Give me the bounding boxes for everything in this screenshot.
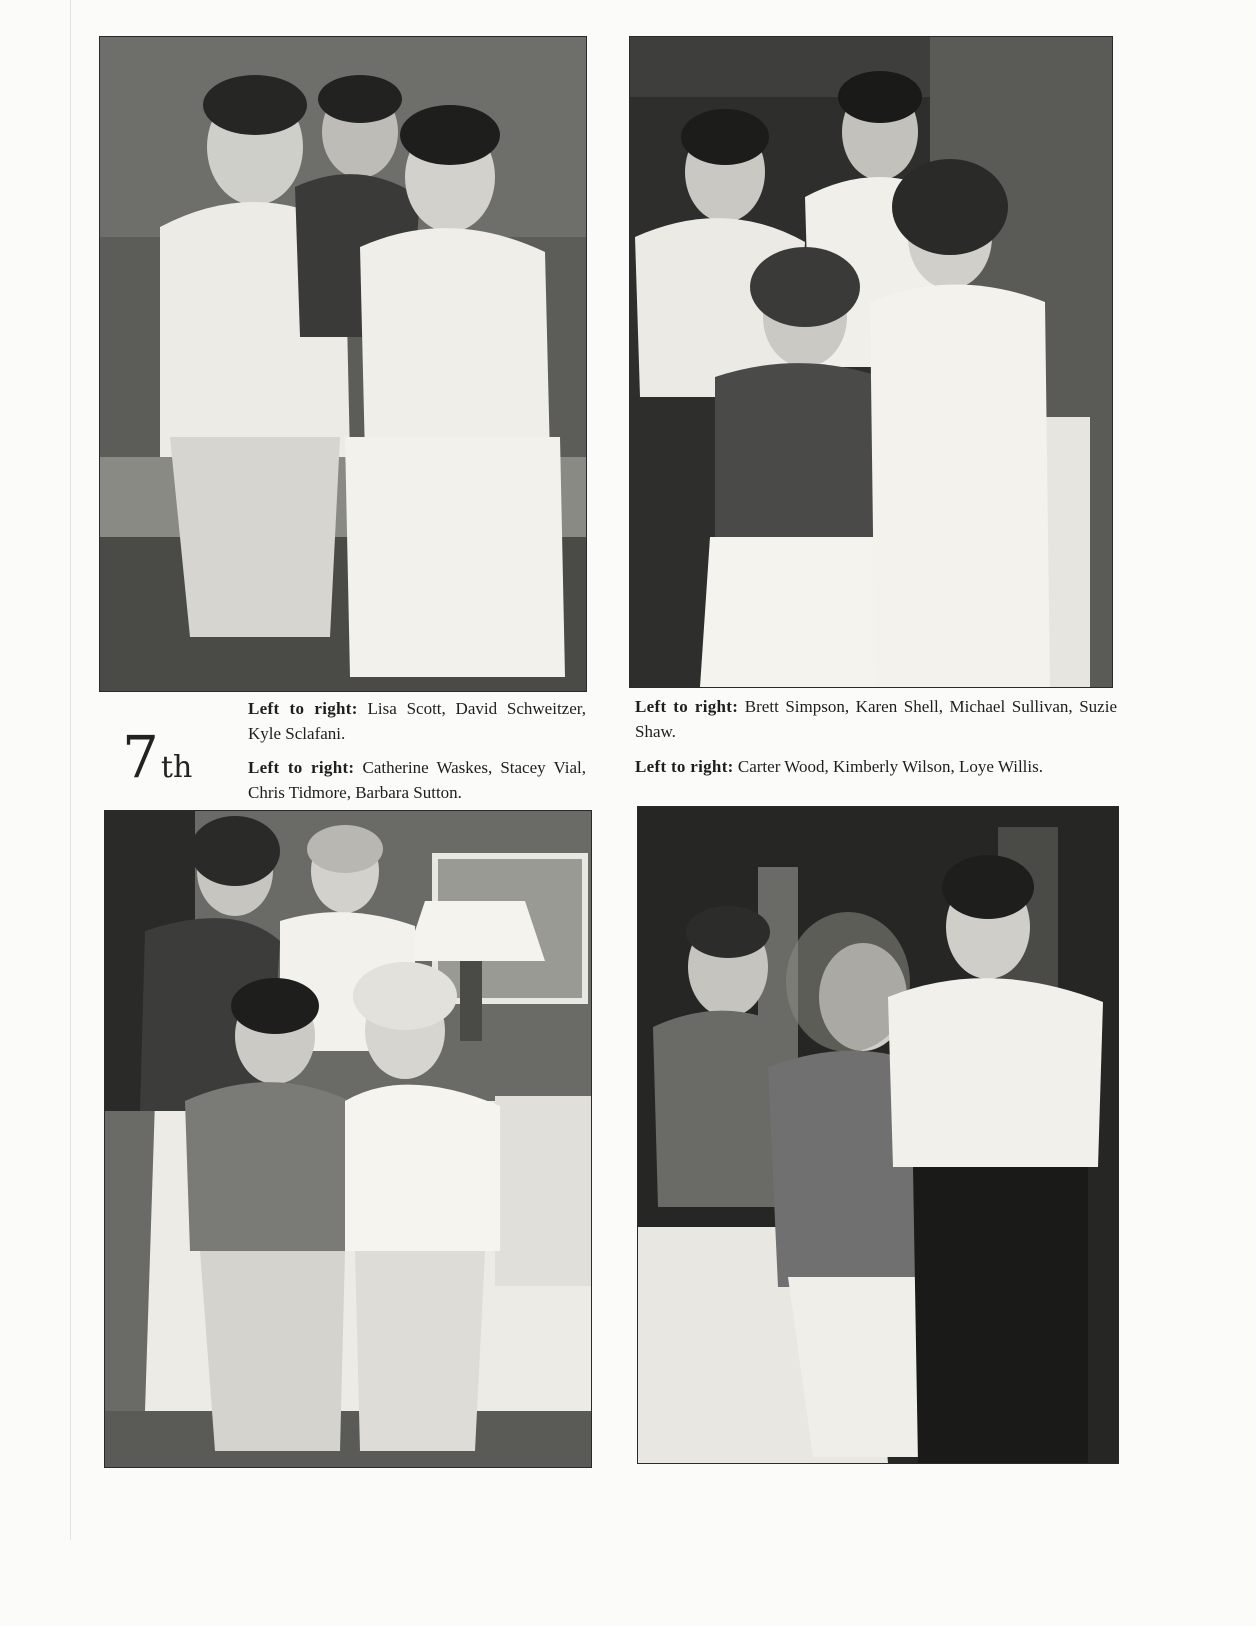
- photo-outdoor-bench: [100, 37, 586, 691]
- caption-top-right-names: Brett Simpson, Karen Shell, Michael Sullivan, Suzie Shaw.: [635, 697, 1117, 741]
- photo-outdoor-bench-image: [100, 37, 586, 691]
- grade-number: 7: [122, 723, 159, 791]
- caption-top-right: [635, 694, 1117, 744]
- caption-bottom-left: [248, 755, 586, 805]
- grade-suffix: th: [160, 750, 193, 785]
- caption-top-left-lead: Left to right:: [248, 699, 358, 718]
- caption-bottom-right-names: Carter Wood, Kimberly Wilson, Loye Willis.: [737, 757, 1043, 776]
- caption-bottom-left-lead: Left to right:: [248, 758, 355, 777]
- caption-bottom-right: [635, 754, 1117, 779]
- caption-bottom-right-lead: Left to right:: [635, 757, 734, 776]
- photo-staircase-image: [630, 37, 1112, 687]
- photo-hall-couch: [638, 807, 1118, 1463]
- photo-staircase: [630, 37, 1112, 687]
- photo-living-room-sofa: [105, 811, 591, 1467]
- page-edge-line: [70, 0, 71, 1540]
- photo-hall-couch-image: [638, 807, 1118, 1463]
- photo-living-room-sofa-image: [105, 811, 591, 1467]
- grade-label: [122, 723, 193, 798]
- caption-top-left: [248, 696, 586, 746]
- caption-top-right-lead: Left to right:: [635, 697, 739, 716]
- caption-bottom-left-names: Catherine Waskes, Stacey Vial, Chris Tidmore, Barbara Sutton.: [248, 758, 586, 802]
- caption-top-left-names: Lisa Scott, David Schweitzer, Kyle Sclafani.: [248, 699, 586, 743]
